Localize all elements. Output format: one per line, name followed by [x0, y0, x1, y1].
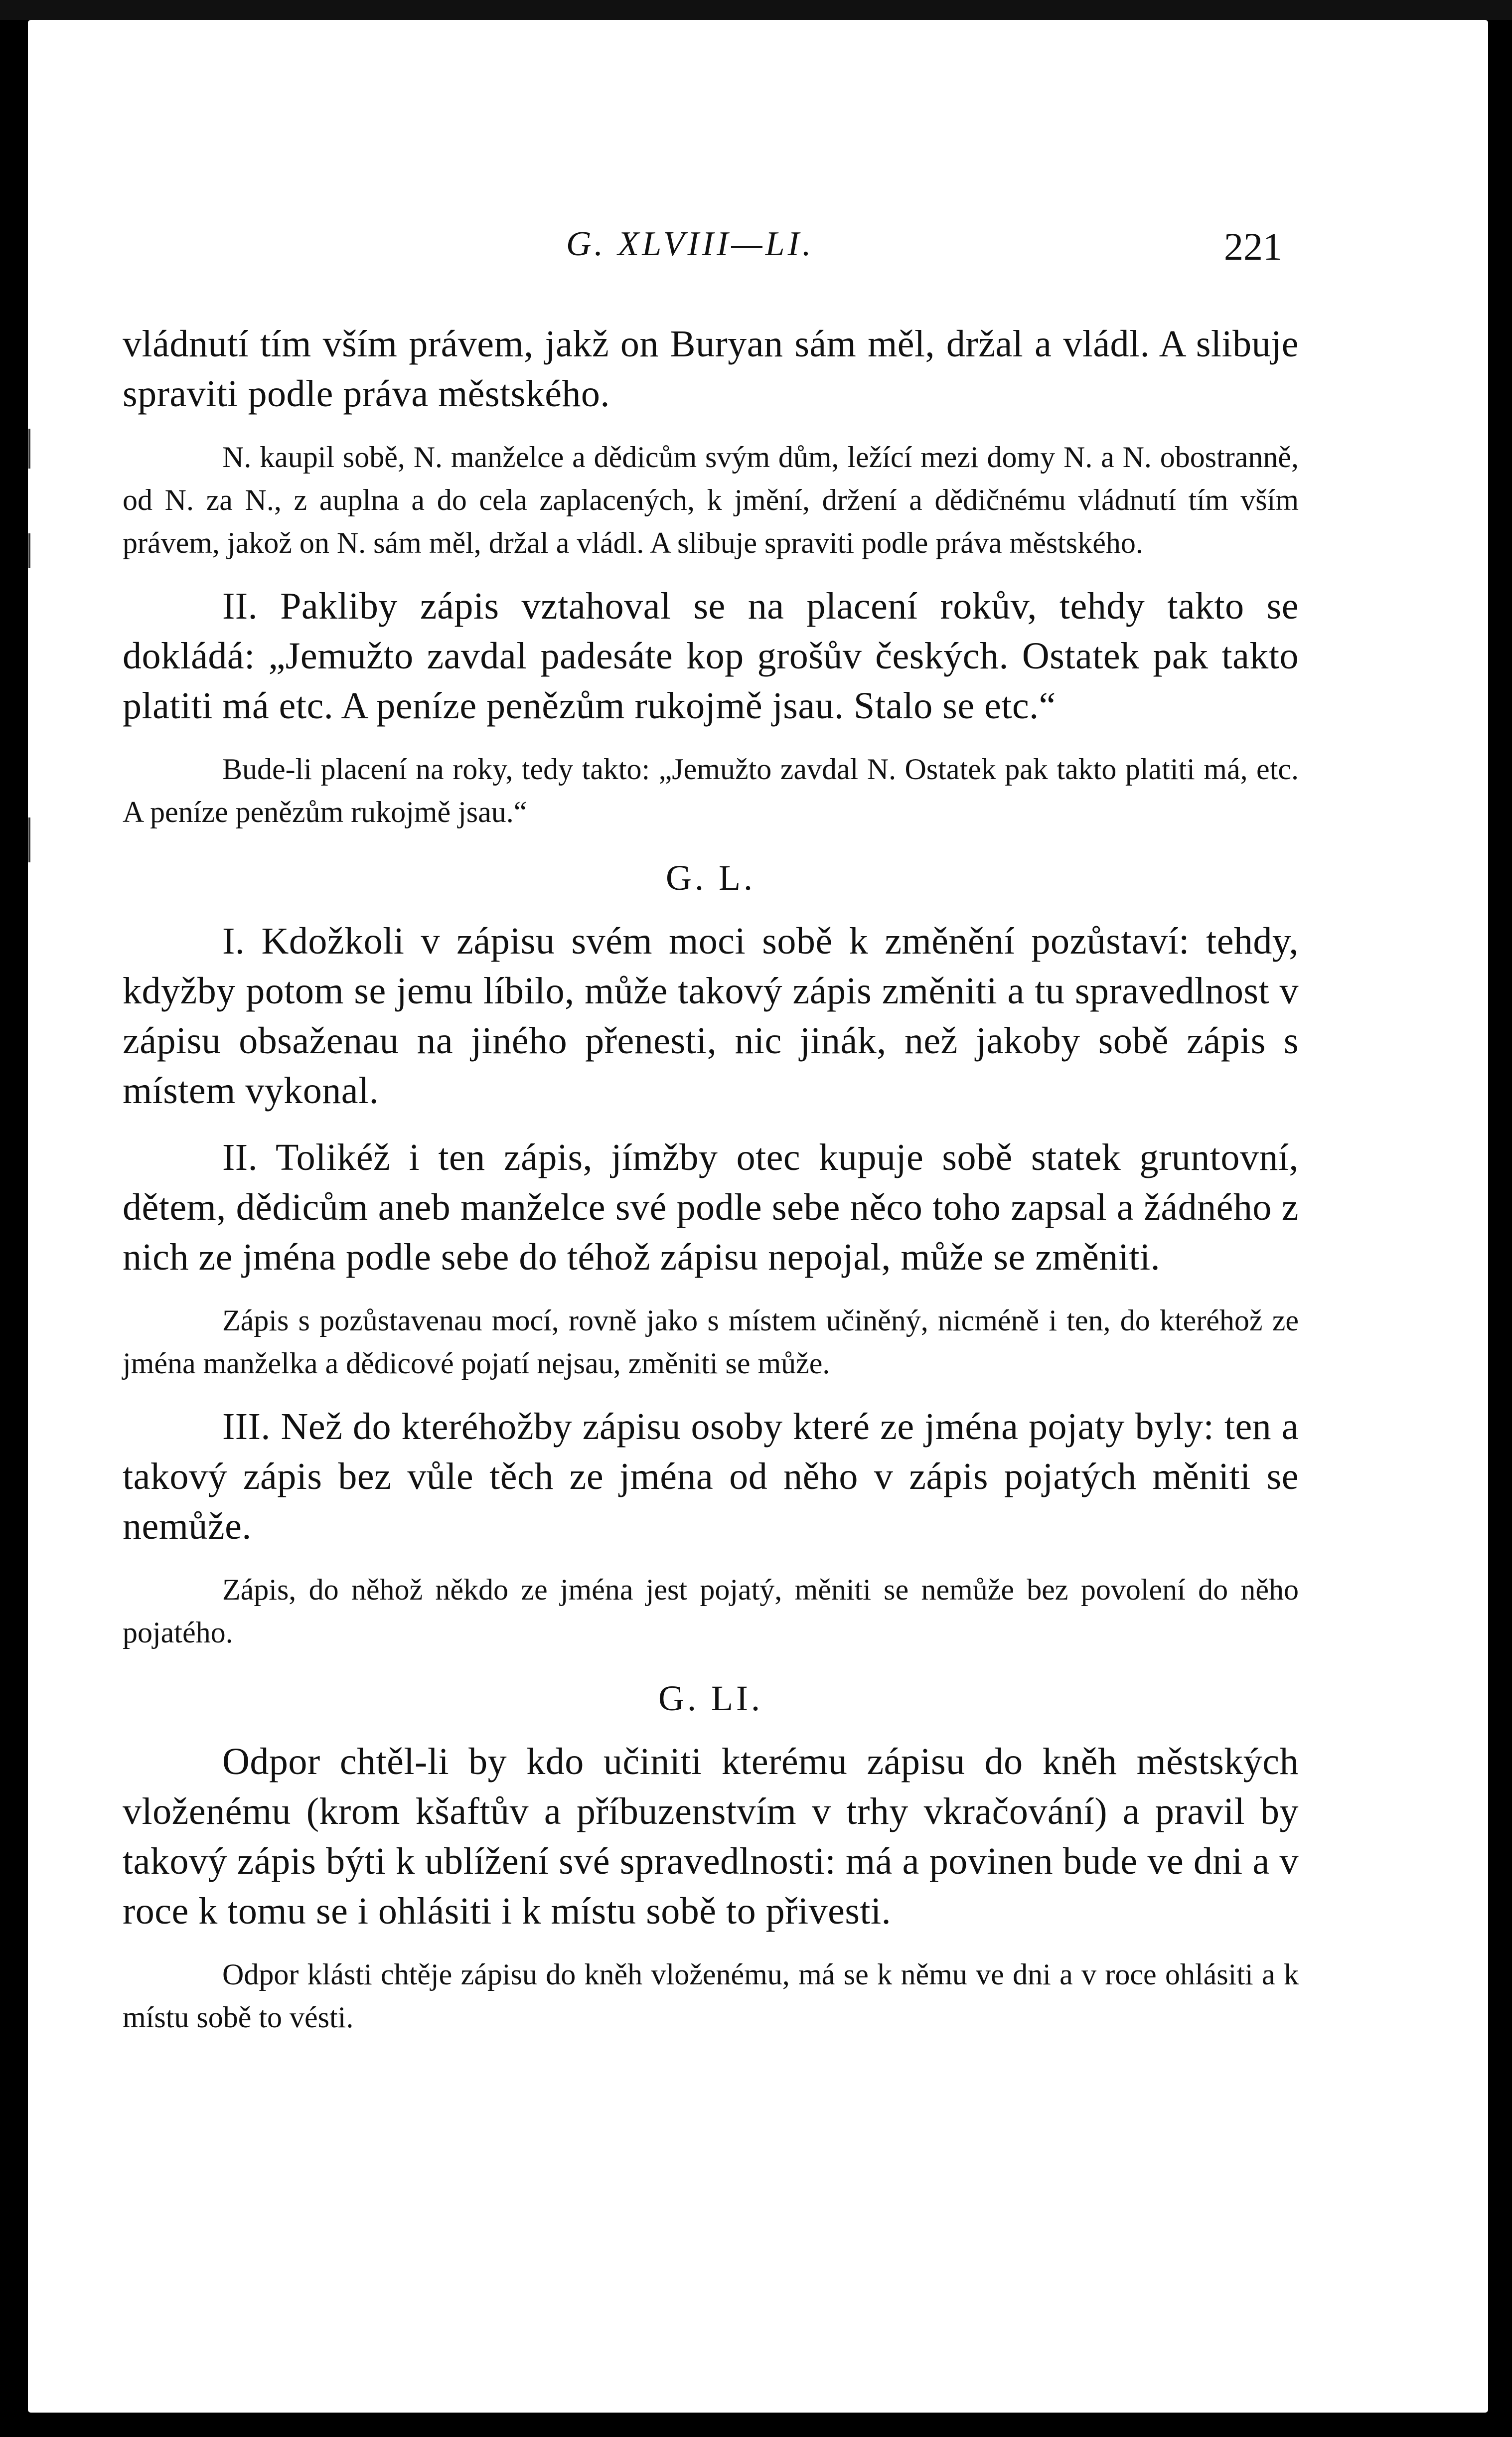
margin-mark: [28, 817, 30, 862]
margin-mark: [28, 533, 30, 568]
spacer: [123, 1936, 1299, 1953]
book-page: [28, 20, 1488, 2413]
paragraph: vládnutí tím vším právem, jakž on Buryan sám měl, držal a vládl. A slibuje spraviti podle práva městského.: [123, 323, 1299, 415]
spacer: [123, 564, 1299, 581]
paragraph: III. Než do kteréhožby zápisu osoby které ze jména pojaty byly: ten a takový zápis bez vůle těch ze jména od něho v zápis pojatých měniti se nemůže.: [123, 1406, 1299, 1547]
note-paragraph: Bude-li placení na roky, tedy takto: „Jemužto zavdal N. Ostatek pak takto platiti má, etc. A peníze penězům rukojmě jsau.“: [123, 753, 1299, 828]
spacer: [123, 731, 1299, 748]
running-head: G. XLVIII—LI.: [566, 225, 814, 263]
page-body: [123, 319, 1299, 2039]
spacer: [123, 1385, 1299, 1402]
spacer: [123, 419, 1299, 436]
spacer: [123, 1282, 1299, 1299]
spacer: [123, 1551, 1299, 1568]
page-number: 221: [1224, 225, 1282, 268]
margin-mark: [28, 429, 30, 469]
note-paragraph: Odpor klásti chtěje zápisu do kněh vloženému, má se k němu ve dni a v roce ohlásiti a k místu sobě to vésti.: [123, 1958, 1299, 2034]
note-paragraph: Zápis s pozůstavenau mocí, rovně jako s místem učiněný, nicméně i ten, do kteréhož ze jména manželka a dědicové pojatí nejsau, změniti se může.: [123, 1304, 1299, 1380]
note-paragraph: Zápis, do něhož někdo ze jména jest pojatý, měniti se nemůže bez povolení do něho pojatého.: [123, 1573, 1299, 1649]
note-paragraph: N. kaupil sobě, N. manželce a dědicům svým dům, ležící mezi domy N. a N. obostranně, od N. za N., z auplna a do cela zaplacených, k jmění, držení a dědičnému vládnutí tím vším právem, jakož on N. sám měl, držal a vládl. A slibuje spraviti podle práva městského.: [123, 441, 1299, 559]
section-heading: G. L.: [666, 858, 756, 898]
page-header: [28, 219, 1488, 279]
section-heading: G. LI.: [658, 1678, 763, 1718]
paragraph: II. Tolikéž i ten zápis, jímžby otec kupuje sobě statek gruntovní, dětem, dědicům aneb manželce své podle sebe něco toho zapsal a žádného z nich ze jména podle sebe do téhož zápisu nepojal, může se změniti.: [123, 1137, 1299, 1278]
scan-edge: [0, 0, 1512, 20]
paragraph: I. Kdožkoli v zápisu svém moci sobě k změnění pozůstaví: tehdy, kdyžby potom se jemu líbilo, může takový zápis změniti a tu spravedlnost v zápisu obsaženau na jiného přenesti, nic jinák, než jakoby sobě zápis s místem vykonal.: [123, 920, 1299, 1112]
spacer: [123, 1116, 1299, 1133]
paragraph: II. Pakliby zápis vztahoval se na placení rokův, tehdy takto se dokládá: „Jemužto zavdal padesáte kop grošův českých. Ostatek pak takto platiti má etc. A peníze penězům rukojmě jsau. Stalo se etc.“: [123, 585, 1299, 727]
paragraph: Odpor chtěl-li by kdo učiniti kterému zápisu do kněh městských vloženému (krom kšaftův a příbuzenstvím v trhy vkračování) a pravil by takový zápis býti k ublížení své spravedlnosti: má a povinen bude ve dni a v roce k tomu se i ohlásiti i k místu sobě to přivesti.: [123, 1741, 1299, 1932]
